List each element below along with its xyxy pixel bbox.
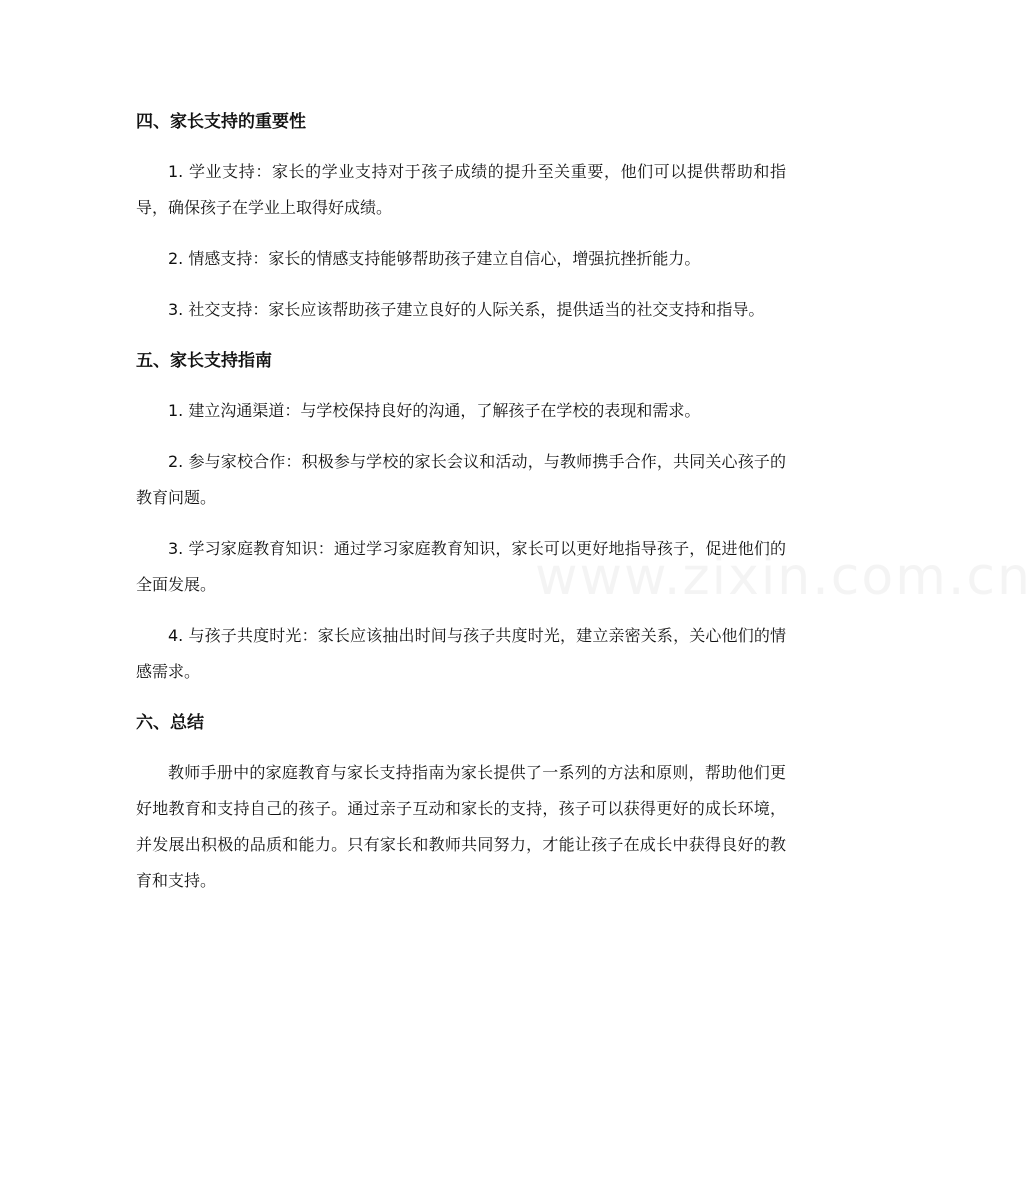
section-summary: [136, 705, 786, 899]
paragraph: 3. 社交支持：家长应该帮助孩子建立良好的人际关系，提供适当的社交支持和指导。: [168, 300, 765, 319]
paragraph: 4. 与孩子共度时光：家长应该抽出时间与孩子共度时光，建立亲密关系，关心他们的情感需求。: [136, 626, 786, 681]
section-heading: 五、家长支持指南: [136, 351, 272, 371]
section-importance: [136, 104, 786, 328]
section-heading: 四、家长支持的重要性: [136, 112, 306, 132]
paragraph: 3. 学习家庭教育知识：通过学习家庭教育知识，家长可以更好地指导孩子，促进他们的全面发展。: [136, 539, 786, 594]
paragraph: 2. 情感支持：家长的情感支持能够帮助孩子建立自信心，增强抗挫折能力。: [168, 249, 701, 268]
watermark: www.zixin.com.cn: [535, 547, 1032, 607]
paragraph: 2. 参与家校合作：积极参与学校的家长会议和活动，与教师携手合作，共同关心孩子的教育问题。: [136, 452, 786, 507]
document-body: [136, 104, 786, 914]
paragraph: 1. 建立沟通渠道：与学校保持良好的沟通，了解孩子在学校的表现和需求。: [168, 401, 701, 420]
paragraph: 1. 学业支持：家长的学业支持对于孩子成绩的提升至关重要，他们可以提供帮助和指导，确保孩子在学业上取得好成绩。: [136, 162, 786, 217]
section-heading: 六、总结: [136, 713, 204, 733]
paragraph: 教师手册中的家庭教育与家长支持指南为家长提供了一系列的方法和原则，帮助他们更好地教育和支持自己的孩子。通过亲子互动和家长的支持，孩子可以获得更好的成长环境，并发展出积极的品质和能力。只有家长和教师共同努力，才能让孩子在成长中获得良好的教育和支持。: [136, 763, 786, 890]
section-guide: [136, 343, 786, 690]
